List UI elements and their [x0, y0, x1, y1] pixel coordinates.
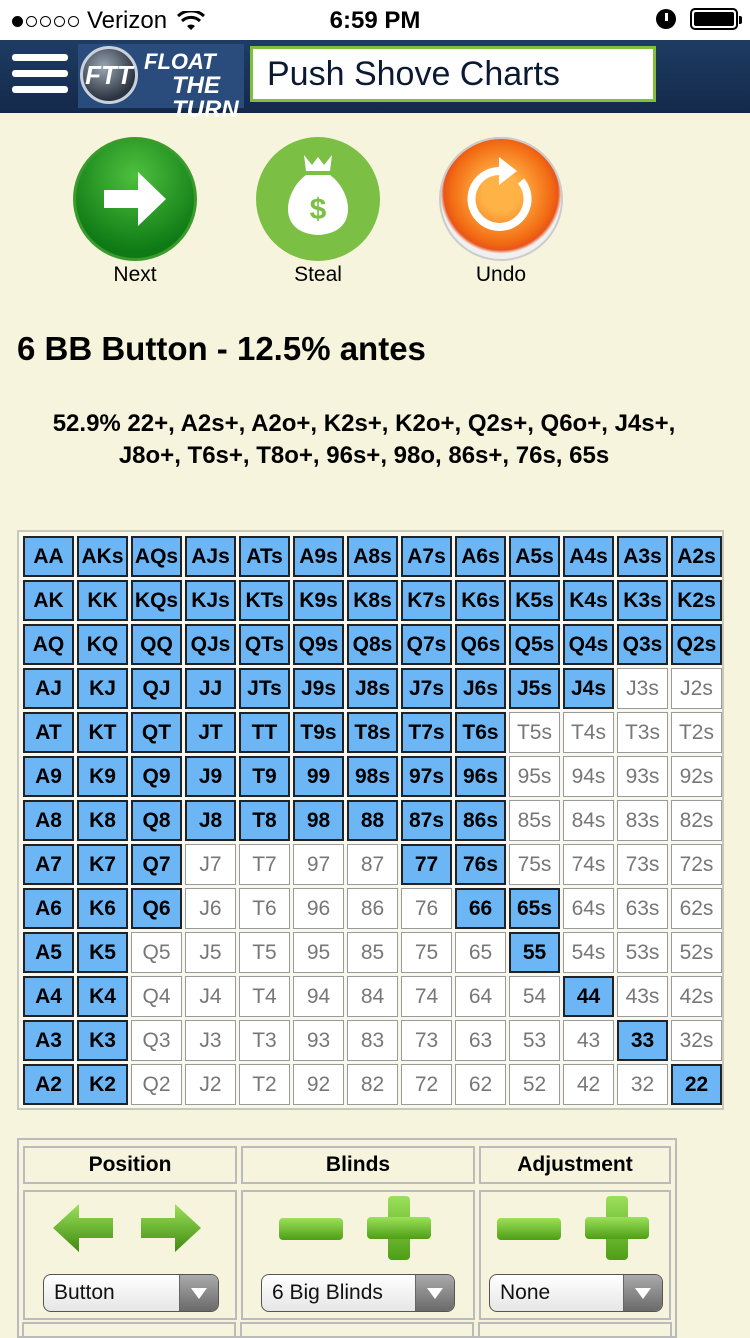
- hand-cell[interactable]: 75: [401, 932, 452, 973]
- range-summary: [12, 408, 716, 472]
- battery-icon: [690, 8, 738, 30]
- hand-cell[interactable]: T7s: [401, 712, 452, 753]
- decrease-adjustment-icon[interactable]: [497, 1218, 561, 1240]
- alarm-icon: [656, 9, 676, 29]
- hand-cell[interactable]: 77: [401, 844, 452, 885]
- hand-cell[interactable]: 87s: [401, 800, 452, 841]
- money-bag-icon[interactable]: [256, 137, 380, 261]
- hand-cell[interactable]: AA: [23, 536, 74, 577]
- carrier-name: Verizon: [87, 7, 168, 34]
- steal-button[interactable]: [253, 137, 383, 287]
- hand-cell[interactable]: 42: [563, 1064, 614, 1105]
- hand-cell[interactable]: A7: [23, 844, 74, 885]
- hand-cell[interactable]: KQ: [77, 624, 128, 665]
- hand-cell[interactable]: 93s: [617, 756, 668, 797]
- hand-cell[interactable]: 88: [347, 800, 398, 841]
- next-button[interactable]: [70, 137, 200, 287]
- hand-cell[interactable]: AJs: [185, 536, 236, 577]
- hand-cell[interactable]: Q3s: [617, 624, 668, 665]
- controls-panel: [17, 1138, 677, 1338]
- hand-cell[interactable]: T6: [239, 888, 290, 929]
- hand-cell[interactable]: Q4: [131, 976, 182, 1017]
- hand-cell[interactable]: T7: [239, 844, 290, 885]
- hand-cell[interactable]: T3s: [617, 712, 668, 753]
- hand-cell[interactable]: 62s: [671, 888, 722, 929]
- range-line-1: 52.9% 22+, A2s+, A2o+, K2s+, K2o+, Q2s+, Q6o+, J4s+,: [52, 410, 676, 437]
- hand-cell[interactable]: 72: [401, 1064, 452, 1105]
- hand-cell[interactable]: A3s: [617, 536, 668, 577]
- hand-cell[interactable]: T2: [239, 1064, 290, 1105]
- hand-cell[interactable]: 54: [509, 976, 560, 1017]
- hand-cell[interactable]: 98: [293, 800, 344, 841]
- hand-cell[interactable]: A4s: [563, 536, 614, 577]
- hand-cell[interactable]: K6: [77, 888, 128, 929]
- chevron-down-icon[interactable]: [623, 1275, 662, 1311]
- hand-cell[interactable]: J3s: [617, 668, 668, 709]
- position-select-value: Button: [54, 1281, 115, 1304]
- position-select[interactable]: [43, 1274, 219, 1312]
- position-header: Position: [23, 1146, 237, 1184]
- hand-cell[interactable]: 42s: [671, 976, 722, 1017]
- hand-cell[interactable]: KK: [77, 580, 128, 621]
- hand-cell[interactable]: K7: [77, 844, 128, 885]
- page-title: Push Shove Charts: [250, 46, 656, 102]
- hand-cell[interactable]: T5: [239, 932, 290, 973]
- hand-cell[interactable]: K2s: [671, 580, 722, 621]
- float-the-turn-logo: [78, 44, 244, 123]
- hand-cell[interactable]: 63: [455, 1020, 506, 1061]
- hand-cell[interactable]: J8s: [347, 668, 398, 709]
- blinds-control: [241, 1146, 475, 1320]
- hand-cell[interactable]: T2s: [671, 712, 722, 753]
- hand-cell[interactable]: K4: [77, 976, 128, 1017]
- hand-cell[interactable]: Q8s: [347, 624, 398, 665]
- hand-cell[interactable]: JJ: [185, 668, 236, 709]
- hand-cell[interactable]: 73: [401, 1020, 452, 1061]
- clock: 6:59 PM: [329, 7, 421, 34]
- hand-cell[interactable]: AT: [23, 712, 74, 753]
- hand-cell[interactable]: T5s: [509, 712, 560, 753]
- hand-cell[interactable]: Q8: [131, 800, 182, 841]
- undo-icon[interactable]: [439, 137, 563, 261]
- chevron-down-icon[interactable]: [179, 1275, 218, 1311]
- hand-cell[interactable]: TT: [239, 712, 290, 753]
- hand-cell[interactable]: J2s: [671, 668, 722, 709]
- hand-cell[interactable]: J3: [185, 1020, 236, 1061]
- hand-cell[interactable]: K6s: [455, 580, 506, 621]
- hand-cell[interactable]: J9s: [293, 668, 344, 709]
- hand-cell[interactable]: A3: [23, 1020, 74, 1061]
- hand-cell[interactable]: 92: [293, 1064, 344, 1105]
- hand-cell[interactable]: 94s: [563, 756, 614, 797]
- blinds-select[interactable]: [261, 1274, 455, 1312]
- hand-cell[interactable]: 85s: [509, 800, 560, 841]
- hand-cell[interactable]: K8s: [347, 580, 398, 621]
- hand-cell[interactable]: 84s: [563, 800, 614, 841]
- undo-label: Undo: [475, 263, 527, 286]
- hand-cell[interactable]: 99: [293, 756, 344, 797]
- hand-cell[interactable]: T4s: [563, 712, 614, 753]
- hand-cell[interactable]: J6: [185, 888, 236, 929]
- hand-cell[interactable]: KQs: [131, 580, 182, 621]
- hand-cell[interactable]: 63s: [617, 888, 668, 929]
- hand-cell[interactable]: J4: [185, 976, 236, 1017]
- hand-cell[interactable]: 72s: [671, 844, 722, 885]
- hand-cell[interactable]: A5s: [509, 536, 560, 577]
- hand-cell[interactable]: 94: [293, 976, 344, 1017]
- undo-button[interactable]: [436, 137, 566, 287]
- hand-cell[interactable]: 73s: [617, 844, 668, 885]
- hand-cell[interactable]: 83s: [617, 800, 668, 841]
- hand-cell[interactable]: 98s: [347, 756, 398, 797]
- hand-cell[interactable]: 82s: [671, 800, 722, 841]
- hand-cell[interactable]: A9s: [293, 536, 344, 577]
- hand-cell[interactable]: 32s: [671, 1020, 722, 1061]
- hand-cell[interactable]: Q2: [131, 1064, 182, 1105]
- blinds-select-value: 6 Big Blinds: [272, 1281, 383, 1304]
- hand-cell[interactable]: K7s: [401, 580, 452, 621]
- hand-cell[interactable]: T8s: [347, 712, 398, 753]
- hand-cell[interactable]: 33: [617, 1020, 668, 1061]
- hand-cell[interactable]: Q4s: [563, 624, 614, 665]
- increase-blinds-icon[interactable]: [367, 1196, 431, 1260]
- hand-cell[interactable]: 64s: [563, 888, 614, 929]
- hand-cell[interactable]: QTs: [239, 624, 290, 665]
- hand-cell[interactable]: QT: [131, 712, 182, 753]
- hand-cell[interactable]: K8: [77, 800, 128, 841]
- hand-cell[interactable]: A7s: [401, 536, 452, 577]
- hand-cell[interactable]: 64: [455, 976, 506, 1017]
- logo-line-1: FLOAT: [144, 49, 216, 74]
- hand-cell[interactable]: K3: [77, 1020, 128, 1061]
- hand-cell[interactable]: A4: [23, 976, 74, 1017]
- hand-cell[interactable]: 83: [347, 1020, 398, 1061]
- hand-cell[interactable]: K5: [77, 932, 128, 973]
- hand-cell[interactable]: 76s: [455, 844, 506, 885]
- hand-cell[interactable]: 74s: [563, 844, 614, 885]
- hand-cell[interactable]: QQ: [131, 624, 182, 665]
- hand-cell[interactable]: 52s: [671, 932, 722, 973]
- hand-cell[interactable]: T4: [239, 976, 290, 1017]
- hand-cell[interactable]: 43: [563, 1020, 614, 1061]
- hand-cell[interactable]: KTs: [239, 580, 290, 621]
- hand-cell[interactable]: 95: [293, 932, 344, 973]
- hand-cell[interactable]: Q5: [131, 932, 182, 973]
- hand-cell[interactable]: 93: [293, 1020, 344, 1061]
- hand-cell[interactable]: QJs: [185, 624, 236, 665]
- hand-cell[interactable]: Q6s: [455, 624, 506, 665]
- hand-cell[interactable]: 76: [401, 888, 452, 929]
- hand-cell[interactable]: 32: [617, 1064, 668, 1105]
- hand-cell[interactable]: 97s: [401, 756, 452, 797]
- hand-cell[interactable]: K9: [77, 756, 128, 797]
- hand-cell[interactable]: 84: [347, 976, 398, 1017]
- next-arrow-icon[interactable]: [73, 137, 197, 261]
- hand-cell[interactable]: Q7s: [401, 624, 452, 665]
- hand-cell[interactable]: Q3: [131, 1020, 182, 1061]
- hand-grid: [23, 536, 722, 1105]
- hand-cell[interactable]: 52: [509, 1064, 560, 1105]
- hand-cell[interactable]: AJ: [23, 668, 74, 709]
- hand-cell[interactable]: K5s: [509, 580, 560, 621]
- hand-cell[interactable]: J7: [185, 844, 236, 885]
- hand-cell[interactable]: K9s: [293, 580, 344, 621]
- hand-range-grid: [17, 530, 724, 1110]
- steal-label: Steal: [294, 263, 342, 286]
- hand-cell[interactable]: Q5s: [509, 624, 560, 665]
- logo-badge: FTT: [80, 46, 138, 104]
- hand-cell[interactable]: J4s: [563, 668, 614, 709]
- hand-cell[interactable]: 86s: [455, 800, 506, 841]
- hand-cell[interactable]: JTs: [239, 668, 290, 709]
- app-header: [0, 40, 750, 123]
- hand-cell[interactable]: 53: [509, 1020, 560, 1061]
- hand-cell[interactable]: A2: [23, 1064, 74, 1105]
- range-line-2: J8o+, T6s+, T8o+, 96s+, 98o, 86s+, 76s, 65s: [118, 442, 610, 469]
- next-label: Next: [113, 263, 157, 286]
- next-position-arrow-icon[interactable]: [141, 1204, 201, 1252]
- hand-cell[interactable]: K4s: [563, 580, 614, 621]
- hand-cell[interactable]: T9s: [293, 712, 344, 753]
- hand-cell[interactable]: 65: [455, 932, 506, 973]
- status-bar: [0, 0, 750, 40]
- adjustment-control: [479, 1146, 671, 1320]
- hand-cell[interactable]: AKs: [77, 536, 128, 577]
- hand-cell[interactable]: T8: [239, 800, 290, 841]
- hand-cell[interactable]: 66: [455, 888, 506, 929]
- logo-line-2: THE TURN: [172, 72, 239, 123]
- hand-cell[interactable]: 54s: [563, 932, 614, 973]
- chart-heading: 6 BB Button - 12.5% antes: [17, 330, 426, 367]
- hand-cell[interactable]: KT: [77, 712, 128, 753]
- hand-cell[interactable]: 97: [293, 844, 344, 885]
- hand-cell[interactable]: ATs: [239, 536, 290, 577]
- svg-text:$: $: [309, 193, 327, 226]
- hand-cell[interactable]: T6s: [455, 712, 506, 753]
- hand-cell[interactable]: 53s: [617, 932, 668, 973]
- hand-cell[interactable]: KJ: [77, 668, 128, 709]
- adjustment-select[interactable]: [489, 1274, 663, 1312]
- hand-cell[interactable]: 65s: [509, 888, 560, 929]
- hand-cell[interactable]: 44: [563, 976, 614, 1017]
- hand-cell[interactable]: A5: [23, 932, 74, 973]
- blinds-header: Blinds: [241, 1146, 475, 1184]
- hand-cell[interactable]: J9: [185, 756, 236, 797]
- hand-cell[interactable]: Q2s: [671, 624, 722, 665]
- chevron-down-icon[interactable]: [415, 1275, 454, 1311]
- increase-adjustment-icon[interactable]: [585, 1196, 649, 1260]
- hand-cell[interactable]: 92s: [671, 756, 722, 797]
- hand-cell[interactable]: 75s: [509, 844, 560, 885]
- hand-cell[interactable]: K2: [77, 1064, 128, 1105]
- decrease-blinds-icon[interactable]: [279, 1218, 343, 1240]
- hand-cell[interactable]: A6: [23, 888, 74, 929]
- hand-cell[interactable]: 55: [509, 932, 560, 973]
- hand-cell[interactable]: 96: [293, 888, 344, 929]
- hand-cell[interactable]: KJs: [185, 580, 236, 621]
- hand-cell[interactable]: 62: [455, 1064, 506, 1105]
- hand-cell[interactable]: A8s: [347, 536, 398, 577]
- hand-cell[interactable]: J7s: [401, 668, 452, 709]
- hand-cell[interactable]: Q6: [131, 888, 182, 929]
- hand-cell[interactable]: A6s: [455, 536, 506, 577]
- hand-cell[interactable]: Q9s: [293, 624, 344, 665]
- hand-cell[interactable]: Q7: [131, 844, 182, 885]
- hand-cell[interactable]: 95s: [509, 756, 560, 797]
- hand-cell[interactable]: T3: [239, 1020, 290, 1061]
- hand-cell[interactable]: 96s: [455, 756, 506, 797]
- hand-cell[interactable]: K3s: [617, 580, 668, 621]
- hand-cell[interactable]: 43s: [617, 976, 668, 1017]
- hand-cell[interactable]: J2: [185, 1064, 236, 1105]
- hand-cell[interactable]: JT: [185, 712, 236, 753]
- adjustment-select-value: None: [500, 1281, 551, 1304]
- hand-cell[interactable]: AQs: [131, 536, 182, 577]
- hand-cell[interactable]: J6s: [455, 668, 506, 709]
- adjustment-header: Adjustment: [479, 1146, 671, 1184]
- hand-cell[interactable]: J8: [185, 800, 236, 841]
- hand-cell[interactable]: A9: [23, 756, 74, 797]
- previous-position-arrow-icon[interactable]: [53, 1204, 113, 1252]
- hand-cell[interactable]: Q9: [131, 756, 182, 797]
- hand-cell[interactable]: 87: [347, 844, 398, 885]
- hand-cell[interactable]: A2s: [671, 536, 722, 577]
- hand-cell[interactable]: AK: [23, 580, 74, 621]
- hand-cell[interactable]: 82: [347, 1064, 398, 1105]
- hand-cell[interactable]: 22: [671, 1064, 722, 1105]
- menu-icon[interactable]: [12, 54, 68, 98]
- hand-cell[interactable]: 74: [401, 976, 452, 1017]
- position-control: [23, 1146, 237, 1320]
- hand-cell[interactable]: 86: [347, 888, 398, 929]
- hand-cell[interactable]: AQ: [23, 624, 74, 665]
- hand-cell[interactable]: J5: [185, 932, 236, 973]
- hand-cell[interactable]: 85: [347, 932, 398, 973]
- hand-cell[interactable]: J5s: [509, 668, 560, 709]
- hand-cell[interactable]: T9: [239, 756, 290, 797]
- hand-cell[interactable]: QJ: [131, 668, 182, 709]
- hand-cell[interactable]: A8: [23, 800, 74, 841]
